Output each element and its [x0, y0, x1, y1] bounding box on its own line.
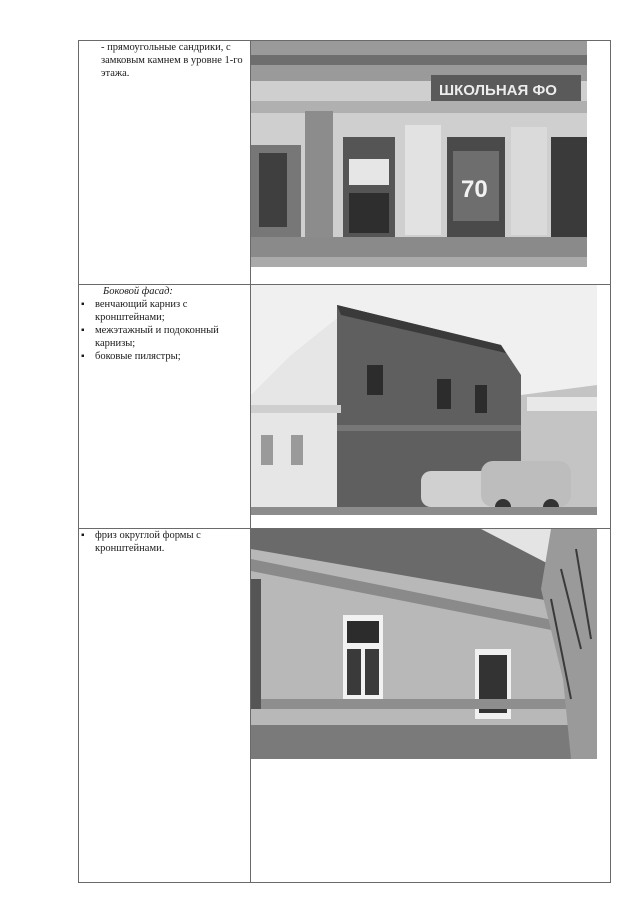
table-row: [79, 41, 611, 285]
list-item: ▪ венчающий карниз с кронштейнами;: [79, 298, 250, 324]
side-facade-caption: Боковой фасад:: [103, 286, 173, 297]
side-facade-features-list: [79, 298, 250, 363]
row-1-photo-cell: [251, 41, 611, 285]
list-item: ▪ фриз округлой формы с кронштейнами.: [79, 529, 250, 555]
frieze-closeup-photo: [251, 529, 597, 759]
poster-text: 70: [461, 176, 488, 203]
row-3-text-cell: [79, 529, 251, 883]
frieze-features-list: [79, 529, 250, 555]
side-facade-photo: [251, 285, 597, 515]
row-1-text-cell: [79, 41, 251, 285]
shop-sign-text: ШКОЛЬНАЯ ФО: [439, 82, 557, 99]
table-row: [79, 529, 611, 883]
document-table: [78, 40, 611, 883]
row-3-photo-cell: [251, 529, 611, 883]
storefront-facade-photo: [251, 41, 587, 267]
list-item: ▪ межэтажный и подоконный карнизы;: [79, 324, 250, 350]
row-2-photo-cell: [251, 285, 611, 529]
row-2-text-cell: [79, 285, 251, 529]
list-item: ▪ боковые пилястры;: [79, 350, 250, 363]
row-1-text: - прямоугольные сандрики, с замковым камнем в уровне 1-го этажа.: [101, 42, 243, 79]
table-row: [79, 285, 611, 529]
